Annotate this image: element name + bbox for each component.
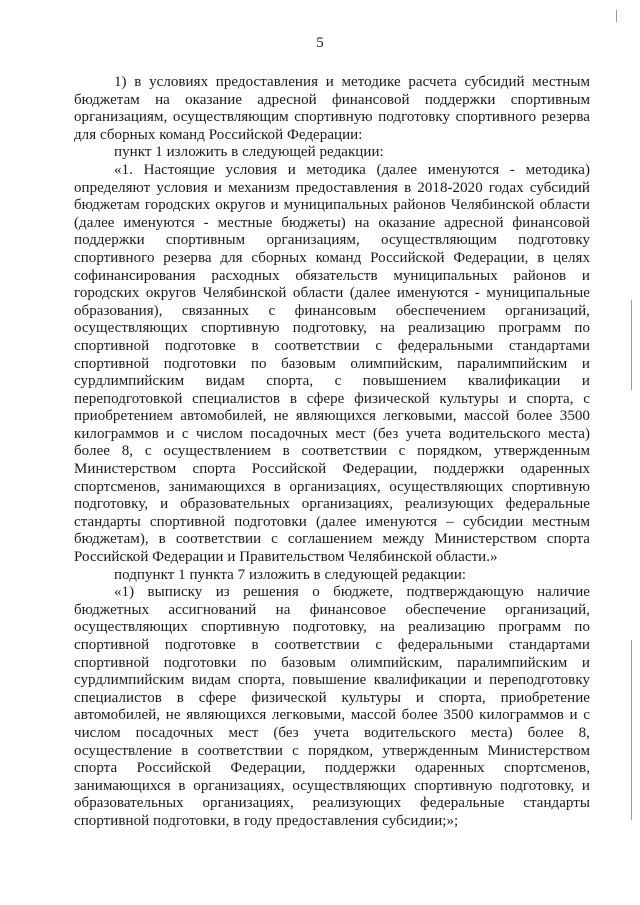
paragraph-subpoint-1-instruction: подпункт 1 пункта 7 изложить в следующей редакции: xyxy=(114,566,467,583)
scan-edge-mark xyxy=(631,300,632,390)
paragraph-subsidy-conditions-intro: 1) в условиях предоставления и методике расчета субсидий местным бюджетам на оказание адресной финансовой поддержки спортивным организациям, осуществляющим спортивную подготовку спортивного резерва для сборных команд Российской Федерации: xyxy=(74,74,590,143)
document-body xyxy=(74,74,590,831)
paragraph-subpoint-1-text: «1) выписку из решения о бюджете, подтверждающую наличие бюджетных ассигнований на финансовое обеспечение организаций, осуществляющих спортивную подготовку, на реализацию программ по спортивной подготовке в соответствии с федеральными стандартами спортивной подготовки по базовым олимпийским, паралимпийским и сурдлимпийским видам спорта, повышение квалификации и переподготовку специалистов в сфере физической культуры и спорта, приобретение автомобилей, не являющихся легковыми, массой более 3500 килограммов и с числом посадочных мест (без учета водительского места) более 8, осуществление в соответствии с порядком, утвержденным Министерством спорта Российской Федерации, поддержки одаренных спортсменов, занимающихся в организациях, осуществляющих спортивную подготовку, и образовательных организациях, реализующих федеральные стандарты спортивной подготовки, в году предоставления субсидии;»; xyxy=(74,584,590,829)
scan-edge-mark xyxy=(616,10,617,22)
paragraph-point-1-instruction: пункт 1 изложить в следующей редакции: xyxy=(114,144,384,161)
scan-edge-mark xyxy=(631,640,632,820)
page-number: 5 xyxy=(316,35,324,51)
paragraph-point-1-text: «1. Настоящие условия и методика (далее именуются - методика) определяют условия и механизм предоставления в 2018-2020 годах субсидий бюджетам городских округов и муниципальных районов Челябинской области (далее именуются - местные бюджеты) на оказание адресной финансовой поддержки спортивным организациям, осуществляющим подготовку спортивного резерва для сборных команд Российской Федерации, в целях софинансирования расходных обязательств муниципальных районов и городских округов Челябинской области (далее именуются - муниципальные образования), связанных с финансовым обеспечением организаций, осуществляющих спортивную подготовку, на реализацию программ по спортивной подготовке в соответствии с федеральными стандартами спортивной подготовки по базовым олимпийским, паралимпийским и сурдлимпийским видам спорта, с повышением квалификации и переподготовкой специалистов в сфере физической культуры и спорта, с приобретением автомобилей, не являющихся легковыми, массой более 3500 килограммов и с числом посадочных мест (без учета водительского места) более 8, с осуществлением в соответствии с порядком, утвержденным Министерством спорта Российской Федерации, поддержки одаренных спортсменов, занимающихся в организациях, осуществляющих спортивную подготовку, и образовательных организациях, реализующих федеральные стандарты спортивной подготовки (далее именуются – субсидии местным бюджетам), в соответствии с соглашением между Министерством спорта Российской Федерации и Правительством Челябинской области.» xyxy=(74,161,590,566)
